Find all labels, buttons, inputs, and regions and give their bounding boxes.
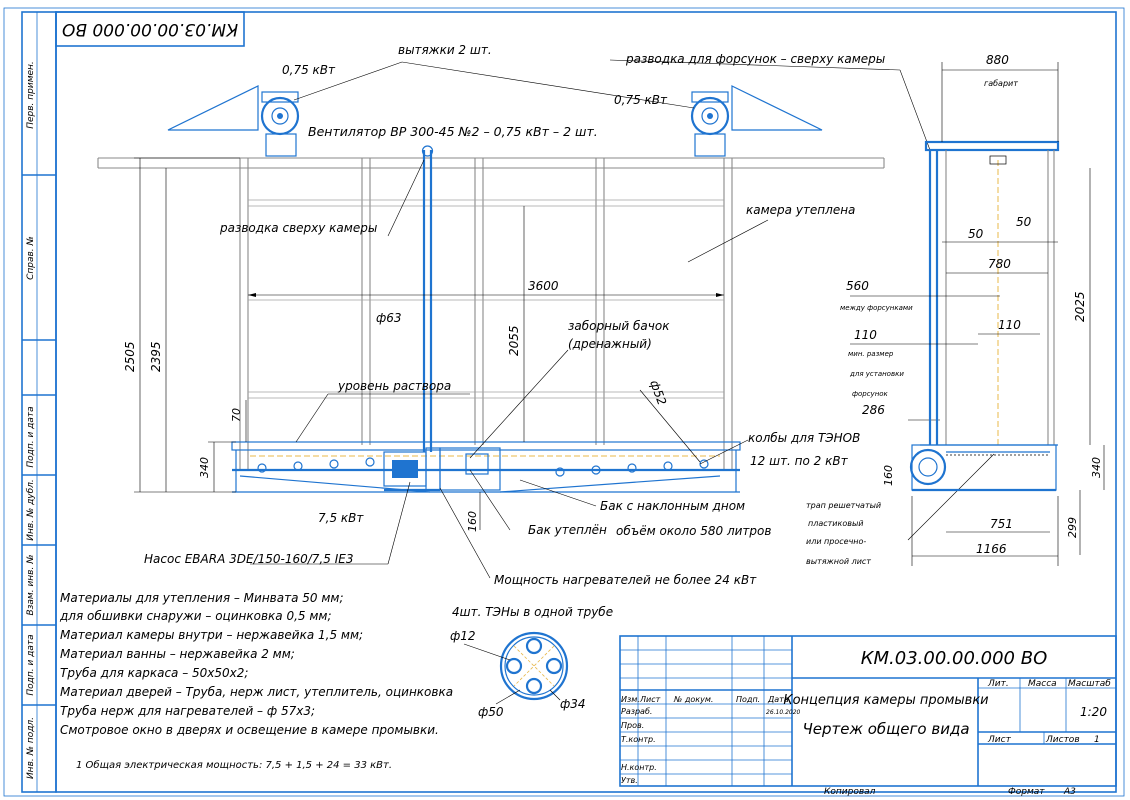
note-line: Труба для каркаса – 50х50х2; [60, 666, 249, 680]
label-tank-volume: объём около 580 литров [616, 524, 772, 538]
row-razrab: Разраб. [621, 707, 653, 716]
tube-section-detail [464, 633, 567, 704]
label-d63: ф63 [376, 311, 402, 325]
title-line-2: Чертеж общего вида [802, 720, 970, 738]
row-tkontr: Т.контр. [621, 735, 656, 744]
dim-3600: 3600 [528, 279, 559, 293]
col-izm: Изм. [621, 695, 640, 704]
tank-front [232, 442, 740, 492]
rotated-drawing-code: КМ.03.00.00.000 ВО [61, 19, 239, 39]
format-label: Формат [1008, 787, 1045, 797]
label-intake-1: заборный бачок [568, 319, 670, 333]
label-d12: ф12 [450, 629, 476, 643]
strip-label-3: Подп. и дата [26, 406, 36, 468]
dim-340: 340 [198, 457, 211, 478]
label-fan: Вентилятор ВР 300-45 №2 – 0,75 кВт – 2 шт. [308, 124, 598, 139]
vertical-pipe [423, 146, 433, 452]
label-power-left: 0,75 кВт [282, 63, 336, 77]
dim-160: 160 [466, 511, 479, 532]
format-value: А3 [1064, 787, 1076, 797]
label-between-nozzles: между форсунками [840, 304, 913, 312]
label-grating-1: трап решетчатый [806, 501, 882, 510]
strip-label-1: Перв. примен. [26, 61, 36, 129]
label-power-right: 0,75 кВт [614, 93, 668, 107]
fan-right [692, 86, 822, 156]
strip-label-5: Взам. инв. № [26, 554, 36, 616]
col-date: Дата [768, 695, 789, 704]
dim-70: 70 [230, 408, 243, 422]
label-heater-power: Мощность нагревателей не более 24 кВт [494, 573, 757, 587]
dim-880: 880 [986, 53, 1009, 67]
date-value: 26.10.2020 [766, 709, 801, 716]
label-exhaust: вытяжки 2 шт. [398, 43, 492, 57]
label-tank-sloped: Бак с наклонным дном [600, 499, 746, 513]
label-pump-power: 7,5 кВт [318, 511, 364, 525]
row-utv: Утв. [621, 776, 638, 785]
notes [59, 591, 453, 771]
note-line: Смотровое окно в дверях и освещение в камере промывки. [60, 723, 439, 737]
dim-160r: 160 [882, 465, 895, 486]
power-note: 1 Общая электрическая мощность: 7,5 + 1,5 + 24 = 33 кВт. [76, 760, 393, 771]
hdr-scale: Масштаб [1068, 679, 1111, 689]
label-nozzles-top: разводка для форсунок – сверху камеры [626, 52, 886, 66]
title-line-1: Концепция камеры промывки [783, 693, 989, 708]
hdr-lit: Лит. [988, 679, 1009, 689]
label-tank-insulated: Бак утеплён [528, 523, 607, 537]
dim-50b: 50 [1016, 215, 1032, 229]
col-doc: № докум. [674, 695, 714, 704]
side-view [911, 142, 1058, 490]
label-d34: ф34 [560, 697, 586, 711]
dim-299: 299 [1066, 517, 1079, 538]
label-tens-count: 12 шт. по 2 кВт [750, 454, 848, 468]
label-overall: габарит [984, 79, 1018, 88]
title-code: КМ.03.00.00.000 ВО [860, 648, 1048, 669]
note-line: Материал дверей – Труба, нерж лист, утеплитель, оцинковка [60, 685, 454, 699]
dim-780: 780 [988, 257, 1011, 271]
sheet-label: Лист [988, 735, 1011, 745]
label-intake-2: (дренажный) [568, 337, 652, 351]
note-line: Материалы для утепления – Минвата 50 мм; [60, 591, 344, 605]
note-line: Труба нерж для нагревателей – ф 57х3; [60, 704, 315, 718]
dim-560: 560 [846, 279, 869, 293]
label-d50: ф50 [478, 705, 504, 719]
dim-2055: 2055 [507, 325, 521, 356]
label-min-size-1: мин. размер [848, 350, 894, 358]
dim-110a: 110 [854, 328, 877, 342]
label-tens-in-tube: 4шт. ТЭНы в одной трубе [452, 605, 614, 619]
dim-110b: 110 [998, 318, 1021, 332]
note-line: Материал ванны – нержавейка 2 мм; [60, 647, 295, 661]
label-grating-2: пластиковый [808, 519, 864, 528]
strip-label-6: Подп. и дата [26, 634, 36, 696]
copied-label: Копировал [824, 787, 876, 797]
dim-2505: 2505 [123, 341, 137, 372]
dim-1166: 1166 [976, 542, 1007, 556]
dim-2025: 2025 [1073, 291, 1087, 322]
frame-posts [240, 158, 732, 470]
row-nkontr: Н.контр. [621, 763, 657, 772]
note-line: для обшивки снаружи – оцинковка 0,5 мм; [60, 609, 332, 623]
dim-50a: 50 [968, 227, 984, 241]
label-insulated: камера утеплена [746, 203, 856, 217]
col-list: Лист [640, 695, 661, 704]
label-solution-level: уровень раствора [338, 379, 452, 393]
sheets-label: Листов [1046, 735, 1080, 745]
label-pump: Насос EBARA 3DE/150-160/7,5 IE3 [144, 552, 354, 566]
strip-label-2: Справ. № [26, 236, 36, 280]
label-grating-3: или просечно- [806, 537, 867, 546]
label-d52: ф52 [647, 378, 670, 408]
row-prov: Пров. [621, 721, 645, 730]
hdr-mass: Масса [1028, 679, 1057, 689]
label-pipe-top: разводка сверху камеры [220, 221, 378, 235]
strip-label-4: Инв. № дубл. [26, 479, 36, 541]
note-line: Материал камеры внутри – нержавейка 1,5 мм; [60, 628, 364, 642]
label-tube-colds: колбы для ТЭНОВ [748, 431, 861, 445]
scale-value: 1:20 [1080, 705, 1107, 719]
dim-340r: 340 [1090, 457, 1103, 478]
sheets-count: 1 [1094, 735, 1100, 745]
dim-286: 286 [862, 403, 885, 417]
strip-label-7: Инв. № подл. [26, 716, 36, 780]
col-sign: Подп. [736, 695, 761, 704]
dim-2395: 2395 [149, 341, 163, 372]
label-grating-4: вытяжной лист [806, 557, 871, 566]
label-min-size-3: форсунок [852, 390, 888, 398]
dim-751: 751 [990, 517, 1013, 531]
label-min-size-2: для установки [850, 370, 904, 378]
fan-left [168, 86, 298, 156]
